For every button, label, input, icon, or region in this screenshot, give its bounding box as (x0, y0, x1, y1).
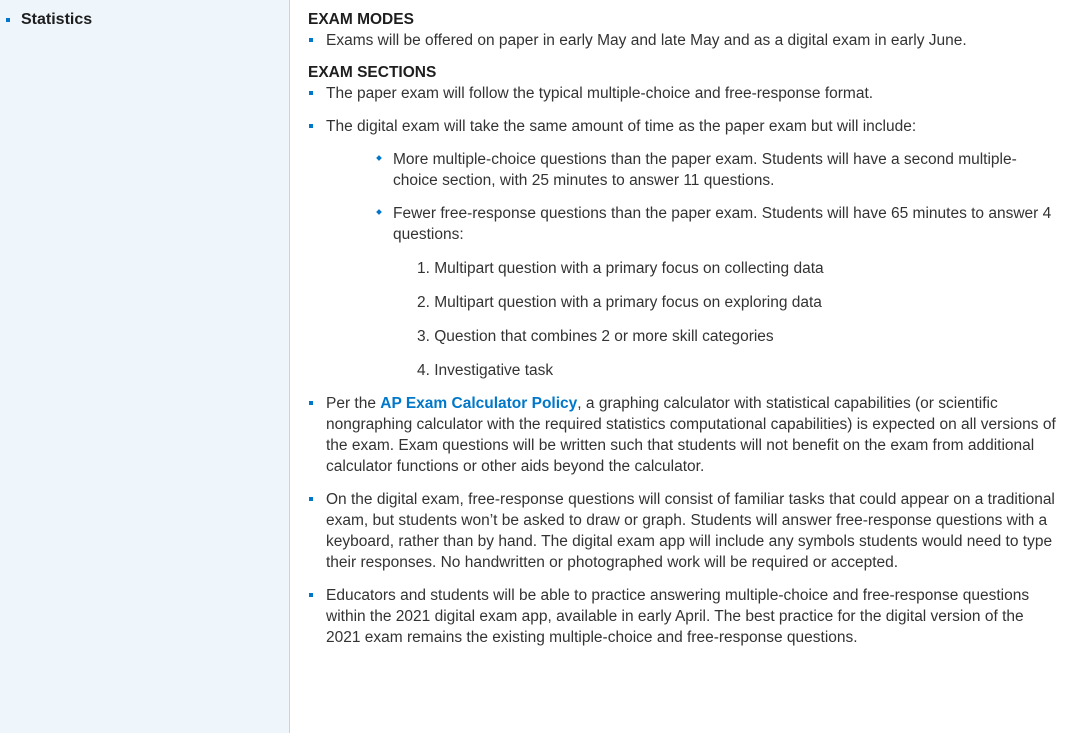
list-item: More multiple-choice questions than the paper exam. Students will have a second multiple-choice section, with 25 minutes to answer 11 questions. (375, 149, 1060, 191)
digital-exam-sublist (326, 149, 1060, 381)
list-item (375, 203, 1060, 381)
subject-name: Statistics (5, 10, 289, 30)
list-item: Exams will be offered on paper in early May and late May and as a digital exam in early June. (308, 30, 1060, 51)
list-item (308, 116, 1060, 381)
list-item: The paper exam will follow the typical multiple-choice and free-response format. (308, 83, 1060, 104)
calculator-policy-link[interactable]: AP Exam Calculator Policy (380, 395, 578, 412)
exam-sections-heading: EXAM SECTIONS (308, 64, 437, 81)
list-item: Educators and students will be able to practice answering multiple-choice and free-response questions within the 2021 digital exam app, available in early April. The best practice for the digital version of the 2021 exam remains the existing multiple-choice and free-response questions. (308, 585, 1060, 648)
list-item: 4. Investigative task (417, 362, 554, 379)
list-item: 1. Multipart question with a primary focus on collecting data (417, 260, 824, 277)
calculator-prefix: Per the (326, 395, 381, 412)
list-item: 2. Multipart question with a primary focus on exploring data (417, 294, 822, 311)
exam-details (290, 0, 1080, 733)
free-response-text: Fewer free-response questions than the paper exam. Students will have 65 minutes to answer 4 questions: (393, 205, 1052, 243)
exam-modes-list (308, 30, 1060, 51)
subject-column (0, 0, 290, 733)
exam-sections-list (308, 83, 1060, 648)
exam-modes-heading: EXAM MODES (308, 11, 414, 28)
calculator-suffix: , a graphing calculator with statistical capabilities (or scientific nongraphing calculator with the required statistics computational capabilities) is expected on all versions of the exam. Exam questions will be written such that students will not benefit on the exam from additional calculator functions or other aids beyond the calculator. (326, 395, 1056, 475)
free-response-numbered-list (393, 258, 1060, 381)
list-item: 3. Question that combines 2 or more skill categories (417, 328, 774, 345)
list-item: On the digital exam, free-response questions will consist of familiar tasks that could appear on a traditional exam, but students won’t be asked to draw or graph. Students will answer free-response questions with a keyboard, rather than by hand. The digital exam app will include any symbols students would need to type their responses. No handwritten or photographed work will be required or accepted. (308, 489, 1060, 573)
list-item (308, 393, 1060, 477)
digital-exam-text: The digital exam will take the same amount of time as the paper exam but will include: (326, 118, 917, 135)
